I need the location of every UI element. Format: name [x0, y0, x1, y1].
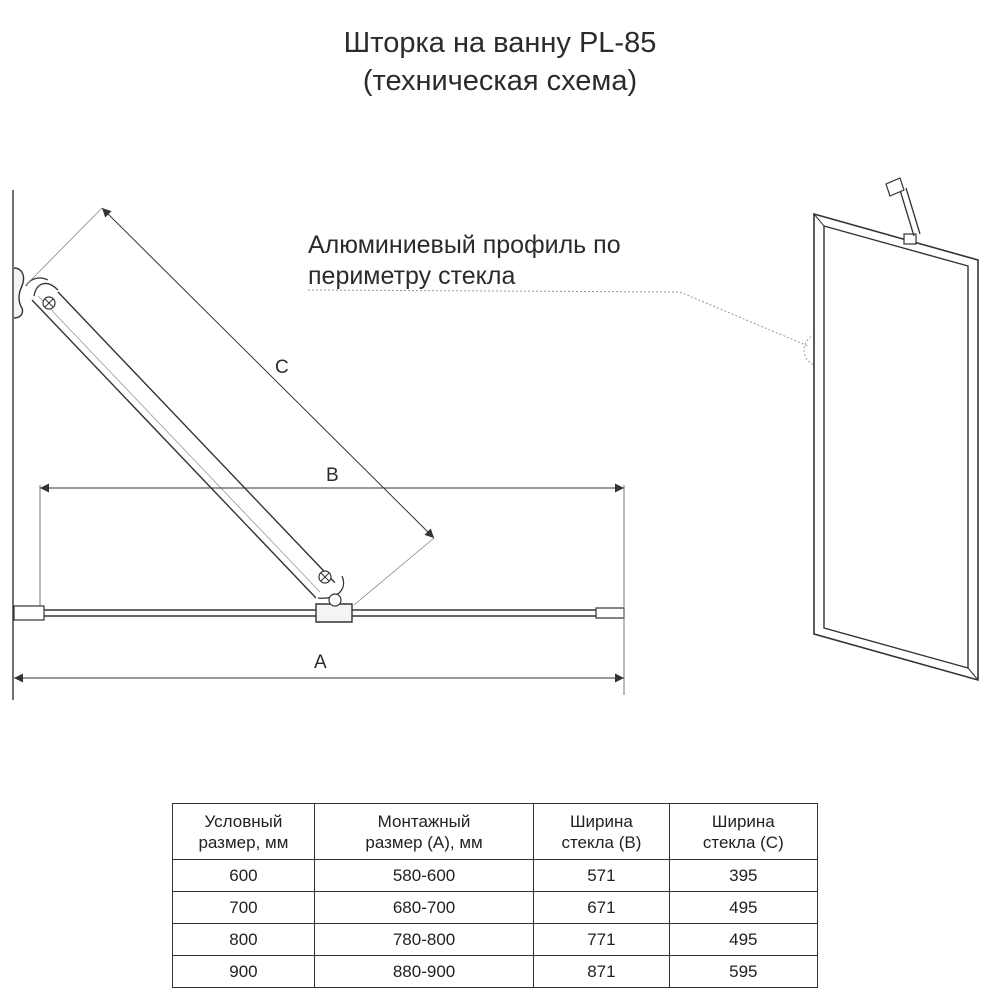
dimension-label-c: C: [275, 357, 289, 378]
size-specification-table: [172, 803, 818, 988]
table-row: [173, 860, 818, 892]
table-header-row: [173, 804, 818, 860]
table-cell: 900: [173, 956, 315, 988]
table-row: [173, 956, 818, 988]
table-cell: 680-700: [314, 892, 533, 924]
table-cell: 395: [669, 860, 817, 892]
table-cell: 871: [534, 956, 669, 988]
extension-line: [26, 208, 102, 285]
header-nominal-size: Условный размер, мм: [173, 804, 315, 860]
dimension-label-a: A: [314, 652, 327, 673]
profile-callout-label: [308, 230, 621, 292]
table-row: [173, 892, 818, 924]
glass-panel-front-view: [814, 214, 978, 680]
dimension-label-b: B: [326, 465, 339, 486]
title-line-1: Шторка на ванну PL-85: [343, 27, 657, 59]
table-cell: 600: [173, 860, 315, 892]
table-cell: 580-600: [314, 860, 533, 892]
table-cell: 495: [669, 924, 817, 956]
panel-hinge-screw-top: [43, 297, 55, 309]
callout-leader-line: [308, 290, 808, 346]
header-glass-width-c: Ширина стекла (С): [669, 804, 817, 860]
table-cell: 671: [534, 892, 669, 924]
stabilizer-bar: [886, 178, 920, 244]
table-row: [173, 924, 818, 956]
callout-line-2: периметру стекла: [308, 262, 516, 290]
swing-glass-panel: [32, 283, 344, 598]
header-mounting-size: Монтажный размер (А), мм: [314, 804, 533, 860]
table-cell: 800: [173, 924, 315, 956]
table-cell: 571: [534, 860, 669, 892]
callout-line-1: Алюминиевый профиль по: [308, 231, 621, 259]
table-cell: 771: [534, 924, 669, 956]
table-cell: 880-900: [314, 956, 533, 988]
table-cell: 595: [669, 956, 817, 988]
extension-line: [354, 538, 434, 605]
table-cell: 495: [669, 892, 817, 924]
title-line-2: (техническая схема): [362, 65, 638, 97]
panel-hinge-screw-bottom: [319, 571, 331, 583]
header-glass-width-b: Ширина стекла (В): [534, 804, 669, 860]
table-cell: 780-800: [314, 924, 533, 956]
table-cell: 700: [173, 892, 315, 924]
